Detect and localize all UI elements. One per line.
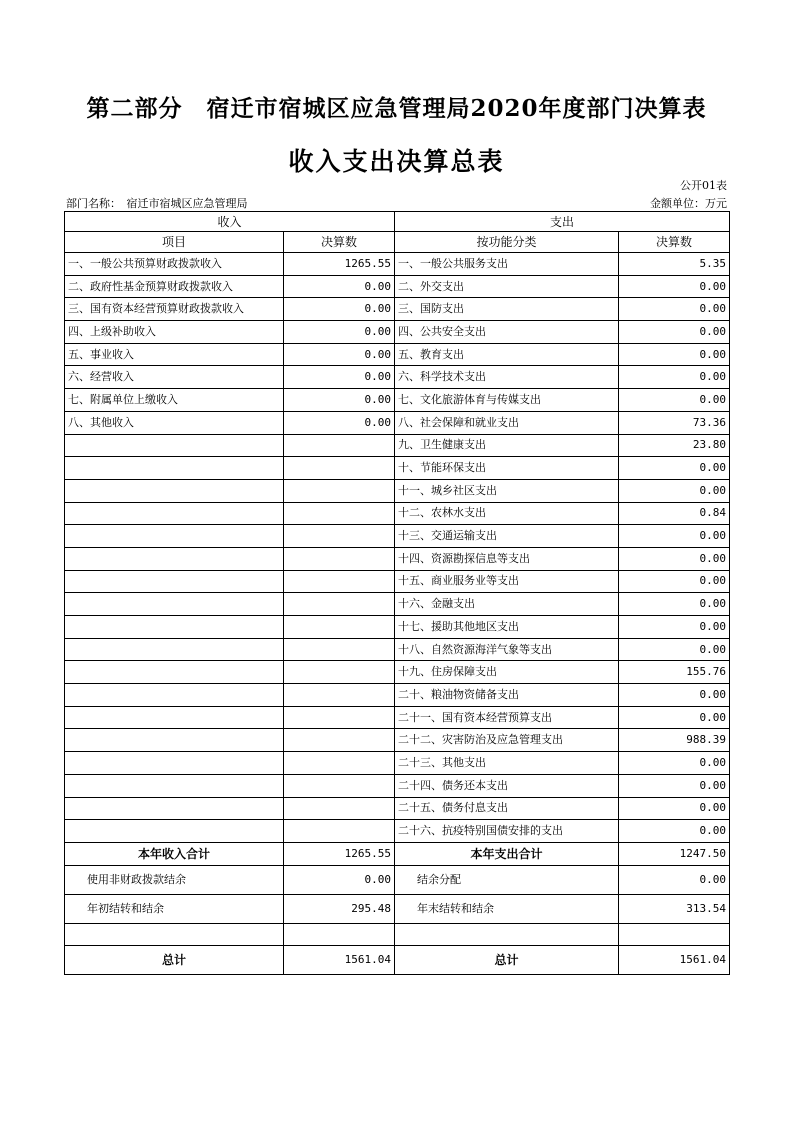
- expense-item-cell: 十八、自然资源海洋气象等支出: [395, 638, 619, 661]
- expense-amount-cell: 0.00: [619, 638, 730, 661]
- expense-amount-cell: 988.39: [619, 729, 730, 752]
- table-row: [65, 275, 730, 298]
- expense-item-cell: 二十五、债务付息支出: [395, 797, 619, 820]
- income-amount-cell: [284, 820, 395, 843]
- expense-amount-cell: 5.35: [619, 253, 730, 276]
- income-item-cell: [65, 434, 284, 457]
- table-row: [65, 752, 730, 775]
- expense-item-cell: 十五、商业服务业等支出: [395, 570, 619, 593]
- expense-amount-cell: 0.00: [619, 389, 730, 412]
- income-item-cell: 二、政府性基金预算财政拨款收入: [65, 275, 284, 298]
- expense-grand-total-value: 1561.04: [619, 946, 730, 975]
- table-row: [65, 797, 730, 820]
- year-income-total-label: 本年收入合计: [65, 842, 284, 865]
- income-amount-cell: [284, 457, 395, 480]
- income-amount-cell: 0.00: [284, 275, 395, 298]
- header-row-sections: [65, 212, 730, 232]
- income-item-cell: [65, 752, 284, 775]
- blank-row: [65, 923, 730, 946]
- income-item-cell: [65, 479, 284, 502]
- expense-amount-cell: 0.00: [619, 706, 730, 729]
- expense-item-cell: 六、科学技术支出: [395, 366, 619, 389]
- non-fiscal-label: 使用非财政拨款结余: [65, 865, 284, 894]
- income-item-cell: 八、其他收入: [65, 411, 284, 434]
- expense-item-cell: 一、一般公共服务支出: [395, 253, 619, 276]
- table-row: [65, 434, 730, 457]
- expense-amount-cell: 0.00: [619, 525, 730, 548]
- income-amount-cell: [284, 525, 395, 548]
- blank-cell: [395, 923, 619, 946]
- expense-item-cell: 十三、交通运输支出: [395, 525, 619, 548]
- income-amount-cell: [284, 616, 395, 639]
- year-total-row: [65, 842, 730, 865]
- expense-item-cell: 十七、援助其他地区支出: [395, 616, 619, 639]
- expense-amount-cell: 0.00: [619, 275, 730, 298]
- table-row: [65, 502, 730, 525]
- expense-amount-cell: 0.00: [619, 797, 730, 820]
- income-amount-cell: [284, 684, 395, 707]
- non-fiscal-value: 0.00: [284, 865, 395, 894]
- expense-amount-cell: 0.00: [619, 321, 730, 344]
- expense-header: 支出: [395, 212, 730, 232]
- income-item-cell: [65, 616, 284, 639]
- expense-item-cell: 七、文化旅游体育与传媒支出: [395, 389, 619, 412]
- expense-amount-cell: 0.84: [619, 502, 730, 525]
- table-title: 收入支出决算总表: [288, 147, 505, 176]
- expense-amount-cell: 0.00: [619, 547, 730, 570]
- table-row: [65, 820, 730, 843]
- table-row: [65, 298, 730, 321]
- blank-cell: [65, 923, 284, 946]
- table-row: [65, 479, 730, 502]
- income-amount-cell: 0.00: [284, 389, 395, 412]
- income-item-cell: [65, 797, 284, 820]
- table-row: [65, 729, 730, 752]
- expense-item-cell: 二十二、灾害防治及应急管理支出: [395, 729, 619, 752]
- expense-item-cell: 二十一、国有资本经营预算支出: [395, 706, 619, 729]
- income-amount-cell: [284, 547, 395, 570]
- income-amount-cell: [284, 479, 395, 502]
- income-item-cell: [65, 820, 284, 843]
- income-amount-cell: [284, 570, 395, 593]
- income-amount-cell: 0.00: [284, 321, 395, 344]
- income-amount-cell: [284, 752, 395, 775]
- expense-amount-cell: 0.00: [619, 820, 730, 843]
- income-item-cell: [65, 525, 284, 548]
- income-amount-cell: [284, 729, 395, 752]
- table-row: [65, 593, 730, 616]
- expense-amount-cell: 0.00: [619, 479, 730, 502]
- beginning-carryover-value: 295.48: [284, 894, 395, 923]
- income-item-cell: [65, 547, 284, 570]
- income-amount-cell: [284, 797, 395, 820]
- table-row: [65, 321, 730, 344]
- table-row: [65, 253, 730, 276]
- income-amount-cell: [284, 661, 395, 684]
- amount-unit: 金额单位：万元: [650, 197, 727, 210]
- ending-carryover-label: 年末结转和结余: [395, 894, 619, 923]
- expense-item-cell: 二十三、其他支出: [395, 752, 619, 775]
- expense-amount-cell: 23.80: [619, 434, 730, 457]
- expense-amount-cell: 0.00: [619, 684, 730, 707]
- expense-amount-cell: 0.00: [619, 774, 730, 797]
- expense-item-cell: 三、国防支出: [395, 298, 619, 321]
- expense-amount-cell: 0.00: [619, 298, 730, 321]
- income-item-cell: 四、上级补助收入: [65, 321, 284, 344]
- table-row: [65, 366, 730, 389]
- income-item-cell: [65, 457, 284, 480]
- table-row: [65, 570, 730, 593]
- income-amount-cell: [284, 706, 395, 729]
- table-row: [65, 774, 730, 797]
- header-row-columns: [65, 232, 730, 253]
- surplus-distribution-value: 0.00: [619, 865, 730, 894]
- income-amount-cell: 0.00: [284, 298, 395, 321]
- income-amount-cell: 0.00: [284, 366, 395, 389]
- income-header: 收入: [65, 212, 395, 232]
- report-title: 第二部分 宿迁市宿城区应急管理局2020年度部门决算表: [86, 95, 707, 122]
- table-row: [65, 638, 730, 661]
- income-item-cell: [65, 638, 284, 661]
- expense-item-cell: 五、教育支出: [395, 343, 619, 366]
- table-code: 公开01表: [680, 179, 727, 192]
- table-row: [65, 661, 730, 684]
- ending-carryover-value: 313.54: [619, 894, 730, 923]
- expense-item-cell: 二十六、抗疫特别国债安排的支出: [395, 820, 619, 843]
- income-grand-total-label: 总计: [65, 946, 284, 975]
- table-row: [65, 525, 730, 548]
- income-item-cell: [65, 570, 284, 593]
- expense-amount-cell: 0.00: [619, 343, 730, 366]
- income-amount-cell: 1265.55: [284, 253, 395, 276]
- income-item-cell: [65, 706, 284, 729]
- year-expense-total-label: 本年支出合计: [395, 842, 619, 865]
- table-row: [65, 457, 730, 480]
- grand-total-row: [65, 946, 730, 975]
- income-amount-header: 决算数: [284, 232, 395, 253]
- expense-amount-cell: 0.00: [619, 457, 730, 480]
- expense-grand-total-label: 总计: [395, 946, 619, 975]
- item-header: 项目: [65, 232, 284, 253]
- income-item-cell: [65, 774, 284, 797]
- table-row: [65, 389, 730, 412]
- expense-amount-cell: 155.76: [619, 661, 730, 684]
- expense-amount-cell: 0.00: [619, 616, 730, 639]
- expense-item-cell: 十二、农林水支出: [395, 502, 619, 525]
- income-item-cell: [65, 661, 284, 684]
- income-item-cell: 一、一般公共预算财政拨款收入: [65, 253, 284, 276]
- income-item-cell: 五、事业收入: [65, 343, 284, 366]
- income-item-cell: 七、附属单位上缴收入: [65, 389, 284, 412]
- income-amount-cell: [284, 774, 395, 797]
- table-row: [65, 343, 730, 366]
- surplus-distribution-label: 结余分配: [395, 865, 619, 894]
- income-amount-cell: 0.00: [284, 411, 395, 434]
- year-expense-total-value: 1247.50: [619, 842, 730, 865]
- income-item-cell: 三、国有资本经营预算财政拨款收入: [65, 298, 284, 321]
- income-amount-cell: [284, 502, 395, 525]
- expense-item-cell: 十九、住房保障支出: [395, 661, 619, 684]
- income-amount-cell: [284, 638, 395, 661]
- income-item-cell: [65, 593, 284, 616]
- expense-item-cell: 二十四、债务还本支出: [395, 774, 619, 797]
- table-row: [65, 706, 730, 729]
- income-amount-cell: [284, 434, 395, 457]
- income-amount-cell: 0.00: [284, 343, 395, 366]
- income-grand-total-value: 1561.04: [284, 946, 395, 975]
- expense-item-cell: 八、社会保障和就业支出: [395, 411, 619, 434]
- expense-amount-cell: 0.00: [619, 366, 730, 389]
- income-item-cell: [65, 502, 284, 525]
- expense-item-cell: 十、节能环保支出: [395, 457, 619, 480]
- income-expense-table: [64, 211, 730, 975]
- expense-amount-cell: 0.00: [619, 593, 730, 616]
- income-item-cell: [65, 684, 284, 707]
- expense-item-cell: 十四、资源勘探信息等支出: [395, 547, 619, 570]
- expense-amount-header: 决算数: [619, 232, 730, 253]
- function-class-header: 按功能分类: [395, 232, 619, 253]
- table-row: [65, 411, 730, 434]
- table-row: [65, 684, 730, 707]
- blank-cell: [284, 923, 395, 946]
- income-amount-cell: [284, 593, 395, 616]
- expense-item-cell: 十一、城乡社区支出: [395, 479, 619, 502]
- expense-item-cell: 四、公共安全支出: [395, 321, 619, 344]
- expense-amount-cell: 73.36: [619, 411, 730, 434]
- carryover-row: [65, 894, 730, 923]
- table-row: [65, 547, 730, 570]
- beginning-carryover-label: 年初结转和结余: [65, 894, 284, 923]
- year-income-total-value: 1265.55: [284, 842, 395, 865]
- blank-cell: [619, 923, 730, 946]
- table-row: [65, 616, 730, 639]
- department-name: 部门名称： 宿迁市宿城区应急管理局: [66, 197, 248, 210]
- expense-item-cell: 二十、粮油物资储备支出: [395, 684, 619, 707]
- expense-item-cell: 二、外交支出: [395, 275, 619, 298]
- non-fiscal-row: [65, 865, 730, 894]
- expense-amount-cell: 0.00: [619, 570, 730, 593]
- expense-item-cell: 九、卫生健康支出: [395, 434, 619, 457]
- expense-item-cell: 十六、金融支出: [395, 593, 619, 616]
- expense-amount-cell: 0.00: [619, 752, 730, 775]
- income-item-cell: [65, 729, 284, 752]
- income-item-cell: 六、经营收入: [65, 366, 284, 389]
